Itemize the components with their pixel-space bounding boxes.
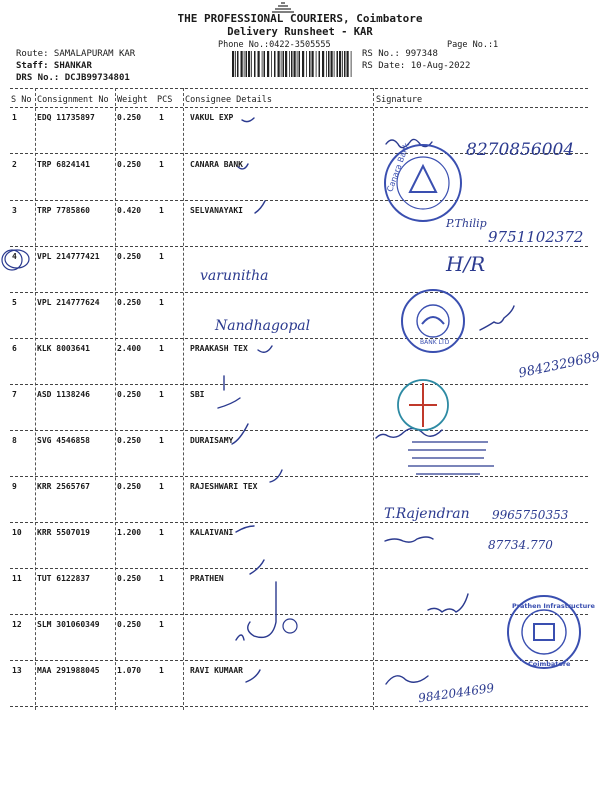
pcs-cell: 1 — [159, 206, 164, 215]
weight-cell: 0.250 — [117, 252, 142, 261]
consignment-cell: KRR 2565767 — [37, 482, 90, 491]
pcs-cell: 1 — [159, 528, 164, 537]
consignment-cell: EDQ 11735897 — [37, 113, 95, 122]
sno-cell: 7 — [12, 390, 17, 399]
tick-mark — [242, 118, 254, 122]
weight-cell: 0.250 — [117, 574, 142, 583]
consignment-cell: ASD 1138246 — [37, 390, 90, 399]
tick-mark — [250, 560, 264, 574]
col-header-consignment: Consignment No — [37, 95, 109, 105]
sno-cell: 13 — [12, 666, 22, 675]
company-title: THE PROFESSIONAL COURIERS, Coimbatore — [177, 12, 423, 25]
handwritten-phone-row3: 9751102372 — [488, 228, 584, 246]
col-header-signature: Signature — [376, 95, 423, 105]
pcs-cell: 1 — [159, 620, 164, 629]
tick-mark — [236, 526, 254, 532]
tick-mark — [238, 164, 248, 169]
consignment-cell: VPL 214777624 — [37, 298, 100, 307]
consignment-cell: SVG 4546858 — [37, 436, 90, 445]
handwritten-name-row4: varunitha — [200, 268, 269, 284]
header-top-rule — [10, 88, 588, 89]
handwritten-name-row5: Nandhagopal — [215, 318, 311, 334]
staff-label: Staff: SHANKAR — [16, 61, 92, 71]
consignee-cell: RAJESHWARI TEX — [190, 482, 258, 491]
prathen-infrastructure-stamp-icon — [504, 592, 595, 672]
pcs-cell: 1 — [159, 344, 164, 353]
weight-cell: 0.250 — [117, 390, 142, 399]
signature-row12 — [236, 635, 244, 640]
sno-cell: 6 — [12, 344, 17, 353]
handwritten-phone-row13: 9842044699 — [417, 680, 495, 706]
pcs-cell: 1 — [159, 160, 164, 169]
handwritten-phone-row10: 87734.770 — [488, 538, 553, 552]
sno-cell: 3 — [12, 206, 17, 215]
pcs-cell: 1 — [159, 252, 164, 261]
bank-ltd-stamp-icon — [398, 286, 468, 356]
pcs-cell: 1 — [159, 574, 164, 583]
sbi-stamp-icon — [393, 375, 453, 435]
weight-cell: 0.250 — [117, 620, 142, 629]
handwritten-name-row3: P.Thilip — [446, 217, 487, 230]
consignment-cell: TUT 6122837 — [37, 574, 90, 583]
tick-mark — [232, 424, 248, 444]
sheet-title: Delivery Runsheet - KAR — [227, 26, 373, 38]
pcs-cell: 1 — [159, 436, 164, 445]
col-header-weight: Weight — [117, 95, 148, 105]
tick-mark — [258, 346, 272, 352]
consignee-cell: DURAISAMY — [190, 436, 234, 445]
consignee-cell: RAVI KUMAAR — [190, 666, 243, 675]
handwritten-phone-row9: 9965750353 — [492, 508, 569, 522]
pcs-cell: 1 — [159, 482, 164, 491]
weight-cell: 0.250 — [117, 298, 142, 307]
page-number: Page No.:1 — [447, 40, 499, 50]
consignment-cell: TRP 7785860 — [37, 206, 90, 215]
sno-cell: 1 — [12, 113, 17, 122]
sno-cell: 10 — [12, 528, 22, 537]
sno-cell: 9 — [12, 482, 17, 491]
consignment-cell: KLK 8003641 — [37, 344, 90, 353]
handwritten-name-row9: T.Rajendran — [384, 506, 470, 522]
sno-cell: 8 — [12, 436, 17, 445]
signature-row12b — [428, 594, 468, 612]
tick-mark — [246, 670, 260, 682]
handwritten-phone-row2: 8270856004 — [466, 140, 575, 160]
weight-cell: 1.070 — [117, 666, 142, 675]
consignment-cell: VPL 214777421 — [37, 252, 100, 261]
weight-cell: 0.250 — [117, 436, 142, 445]
handwritten-mark-row4: H/R — [446, 252, 486, 276]
weight-cell: 0.250 — [117, 160, 142, 169]
consignee-cell: SBI — [190, 390, 205, 399]
rs-date: RS Date: 10-Aug-2022 — [362, 61, 471, 71]
route-label: Route: SAMALAPURAM KAR — [16, 49, 136, 59]
sno-cell: 5 — [12, 298, 17, 307]
sno-cell: 12 — [12, 620, 22, 629]
circle-mark — [283, 619, 297, 633]
address-stamp-icon — [368, 430, 528, 490]
canara-bank-stamp-icon — [380, 140, 466, 226]
consignee-cell: PRAAKASH TEX — [190, 344, 248, 353]
tick-mark — [270, 470, 282, 482]
weight-cell: 0.420 — [117, 206, 142, 215]
pcs-cell: 1 — [159, 390, 164, 399]
pcs-cell: 1 — [159, 113, 164, 122]
pcs-cell: 1 — [159, 298, 164, 307]
weight-cell: 0.250 — [117, 482, 142, 491]
sno-cell: 2 — [12, 160, 17, 169]
consignment-cell: TRP 6824141 — [37, 160, 90, 169]
pcs-cell: 1 — [159, 666, 164, 675]
sno-cell: 4 — [12, 252, 17, 261]
drs-number: DRS No.: DCJB99734801 — [16, 73, 130, 83]
phone-number: Phone No.:0422-3505555 — [218, 40, 331, 50]
signature-row11 — [248, 582, 276, 637]
weight-cell: 1.200 — [117, 528, 142, 537]
signature-row13 — [386, 676, 428, 684]
signature-row6 — [480, 306, 514, 330]
col-header-pcs: PCS — [157, 95, 173, 105]
col-header-sno: S No — [11, 95, 32, 105]
sno-cell: 11 — [12, 574, 22, 583]
prathen-city-text: Coimbatore — [528, 660, 571, 668]
weight-cell: 0.250 — [117, 113, 142, 122]
consignee-cell: VAKUL EXP — [190, 113, 234, 122]
bank-ltd-stamp-text: BANK LTD — [420, 339, 450, 346]
prathen-stamp-text: Prathen Infrastructure — [512, 602, 595, 610]
handwritten-phone-row6: 9842329689 — [517, 349, 601, 382]
consignment-cell: SLM 301060349 — [37, 620, 100, 629]
consignee-cell: PRATHEN — [190, 574, 224, 583]
consignee-cell: CANARA BANK — [190, 160, 243, 169]
consignment-cell: MAA 291988045 — [37, 666, 100, 675]
canara-stamp-text: Canara Bank — [385, 141, 412, 194]
tick-mark — [255, 201, 265, 213]
rs-number: RS No.: 997348 — [362, 49, 438, 59]
consignment-cell: KRR 5507019 — [37, 528, 90, 537]
weight-cell: 2.400 — [117, 344, 142, 353]
consignee-cell: KALAIVANI — [190, 528, 234, 537]
col-header-consignee: Consignee Details — [185, 95, 272, 105]
signature-row10 — [385, 537, 433, 542]
barcode-icon — [232, 51, 354, 77]
tick-mark — [218, 398, 240, 408]
sno-circle-mark — [2, 247, 32, 271]
consignee-cell: SELVANAYAKI — [190, 206, 243, 215]
